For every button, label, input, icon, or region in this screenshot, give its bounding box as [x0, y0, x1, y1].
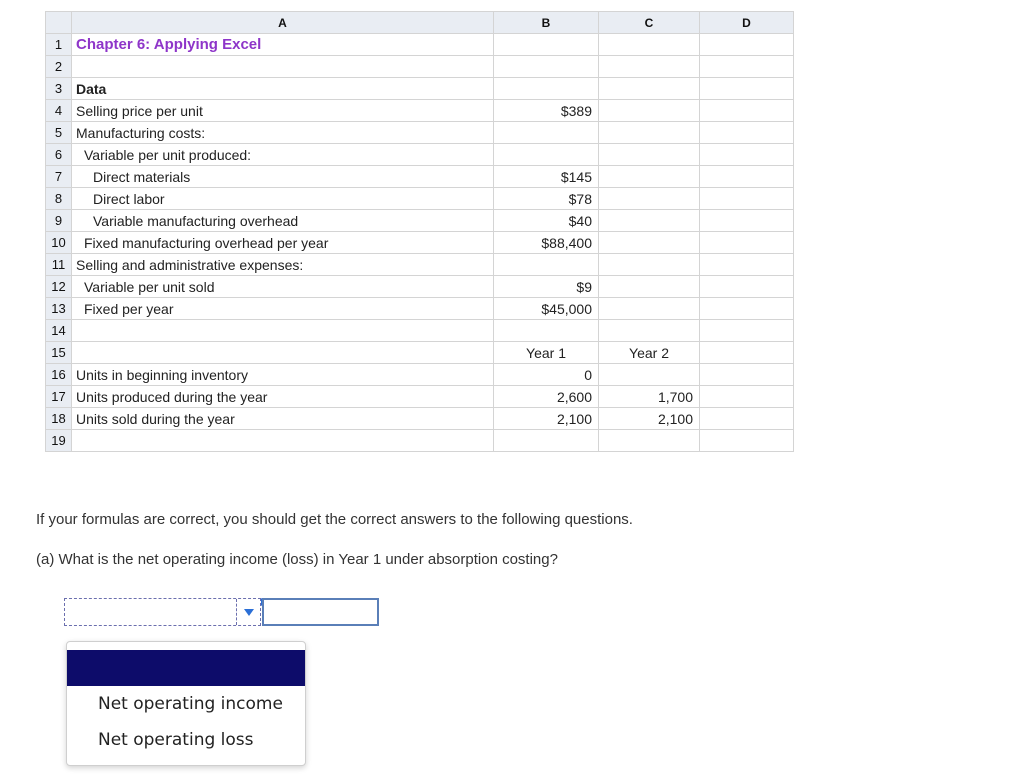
row-number: 7: [46, 166, 72, 188]
cell-a: Units sold during the year: [72, 408, 494, 430]
table-row: [46, 210, 794, 232]
row-number: 5: [46, 122, 72, 144]
cell-b: [494, 430, 599, 452]
cell-a: Variable per unit produced:: [72, 144, 494, 166]
question-a-text: (a) What is the net operating income (loss) in Year 1 under absorption costing?: [36, 551, 558, 568]
row-number: 13: [46, 298, 72, 320]
cell-d: [700, 298, 794, 320]
cell-c: 1,700: [599, 386, 700, 408]
cell-b: $45,000: [494, 298, 599, 320]
cell-d: [700, 386, 794, 408]
cell-c: [599, 430, 700, 452]
table-row: [46, 298, 794, 320]
cell-a: [72, 56, 494, 78]
cell-a: [72, 342, 494, 364]
row-number: 6: [46, 144, 72, 166]
cell-b: $145: [494, 166, 599, 188]
row-number: 2: [46, 56, 72, 78]
cell-a: Variable per unit sold: [72, 276, 494, 298]
cell-c: [599, 254, 700, 276]
cell-b: 2,600: [494, 386, 599, 408]
cell-c: [599, 188, 700, 210]
dropdown-option-blank[interactable]: [67, 650, 305, 686]
cell-c: 2,100: [599, 408, 700, 430]
row-number: 10: [46, 232, 72, 254]
cell-c: [599, 56, 700, 78]
table-row: [46, 166, 794, 188]
cell-a: Fixed per year: [72, 298, 494, 320]
cell-b: $9: [494, 276, 599, 298]
cell-b: 2,100: [494, 408, 599, 430]
cell-b: [494, 144, 599, 166]
cell-a: [72, 320, 494, 342]
cell-b: $389: [494, 100, 599, 122]
cell-b: Year 1: [494, 342, 599, 364]
sheet-title: Chapter 6: Applying Excel: [72, 34, 494, 56]
cell-c: [599, 100, 700, 122]
cell-a: [72, 430, 494, 452]
table-row: [46, 56, 794, 78]
row-number: 18: [46, 408, 72, 430]
cell-d: [700, 254, 794, 276]
table-row: [46, 144, 794, 166]
cell-a: Direct materials: [72, 166, 494, 188]
cell-a: Selling price per unit: [72, 100, 494, 122]
cell-b: $40: [494, 210, 599, 232]
cell-d: [700, 232, 794, 254]
cell-c: [599, 298, 700, 320]
column-header-row: [46, 12, 794, 34]
table-row: [46, 122, 794, 144]
cell-d: [700, 320, 794, 342]
row-number: 14: [46, 320, 72, 342]
dropdown-option-loss[interactable]: Net operating loss: [98, 730, 254, 750]
column-header-d: D: [700, 12, 794, 34]
row-number: 3: [46, 78, 72, 100]
cell-c: [599, 320, 700, 342]
table-row: [46, 100, 794, 122]
cell-d: [700, 34, 794, 56]
row-number: 15: [46, 342, 72, 364]
cell-d: [700, 408, 794, 430]
row-number: 9: [46, 210, 72, 232]
cell-b: [494, 78, 599, 100]
answer-input[interactable]: [262, 598, 379, 626]
cell-d: [700, 56, 794, 78]
table-row: [46, 342, 794, 364]
cell-d: [700, 430, 794, 452]
cell-a: Manufacturing costs:: [72, 122, 494, 144]
table-row: [46, 188, 794, 210]
cell-a: Selling and administrative expenses:: [72, 254, 494, 276]
column-header-c: C: [599, 12, 700, 34]
cell-b: $78: [494, 188, 599, 210]
cell-c: [599, 166, 700, 188]
cell-c: [599, 232, 700, 254]
row-number: 8: [46, 188, 72, 210]
cell-d: [700, 166, 794, 188]
cell-c: [599, 122, 700, 144]
cell-c: [599, 78, 700, 100]
cell-c: [599, 276, 700, 298]
table-row: [46, 364, 794, 386]
cell-c: [599, 144, 700, 166]
table-row: [46, 34, 794, 56]
table-row: [46, 386, 794, 408]
cell-c: [599, 364, 700, 386]
cell-b: [494, 254, 599, 276]
cell-a: Fixed manufacturing overhead per year: [72, 232, 494, 254]
cell-d: [700, 342, 794, 364]
table-row: [46, 408, 794, 430]
cell-d: [700, 100, 794, 122]
cell-d: [700, 78, 794, 100]
table-row: [46, 254, 794, 276]
cell-a: Direct labor: [72, 188, 494, 210]
cell-b: 0: [494, 364, 599, 386]
row-number: 19: [46, 430, 72, 452]
cell-b: $88,400: [494, 232, 599, 254]
cell-c: [599, 210, 700, 232]
table-row: [46, 276, 794, 298]
corner-cell: [46, 12, 72, 34]
table-row: [46, 430, 794, 452]
cell-d: [700, 276, 794, 298]
row-number: 1: [46, 34, 72, 56]
chevron-down-icon[interactable]: [236, 599, 260, 625]
cell-c: [599, 34, 700, 56]
dropdown-option-income[interactable]: Net operating income: [98, 694, 283, 714]
row-number: 4: [46, 100, 72, 122]
instructions-text: If your formulas are correct, you should get the correct answers to the following questions.: [36, 511, 633, 528]
cell-a: Units produced during the year: [72, 386, 494, 408]
cell-c: Year 2: [599, 342, 700, 364]
cell-b: [494, 34, 599, 56]
row-number: 12: [46, 276, 72, 298]
cell-a: Data: [72, 78, 494, 100]
row-number: 16: [46, 364, 72, 386]
row-number: 11: [46, 254, 72, 276]
row-number: 17: [46, 386, 72, 408]
cell-d: [700, 144, 794, 166]
spreadsheet: [45, 11, 794, 452]
cell-a: Variable manufacturing overhead: [72, 210, 494, 232]
column-header-a: A: [72, 12, 494, 34]
cell-d: [700, 364, 794, 386]
cell-d: [700, 188, 794, 210]
cell-d: [700, 210, 794, 232]
table-row: [46, 78, 794, 100]
dropdown-menu: [66, 641, 306, 766]
table-row: [46, 232, 794, 254]
column-header-b: B: [494, 12, 599, 34]
cell-a: Units in beginning inventory: [72, 364, 494, 386]
cell-b: [494, 320, 599, 342]
cell-b: [494, 122, 599, 144]
table-row: [46, 320, 794, 342]
income-loss-dropdown[interactable]: [64, 598, 261, 626]
cell-d: [700, 122, 794, 144]
cell-b: [494, 56, 599, 78]
